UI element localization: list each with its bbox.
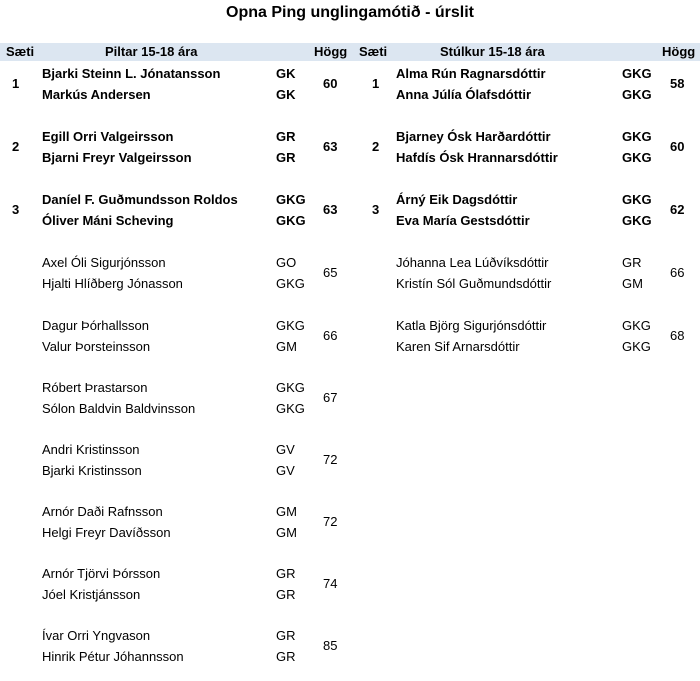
player-name: Róbert Þrastarson xyxy=(42,380,148,395)
team-rank: 1 xyxy=(12,76,20,91)
team-score: 72 xyxy=(323,452,338,467)
team-row xyxy=(0,64,700,106)
team-score: 58 xyxy=(670,76,685,91)
player-name: Anna Júlía Ólafsdóttir xyxy=(396,87,532,102)
player-name: Bjarki Kristinsson xyxy=(42,463,142,478)
team-rank: 2 xyxy=(12,139,20,154)
player-name: Axel Óli Sigurjónsson xyxy=(42,255,166,270)
player-club: GKG xyxy=(276,192,306,207)
team-rank: 3 xyxy=(12,202,20,217)
table-header xyxy=(0,43,700,61)
player-club: GK xyxy=(276,66,296,81)
team-score: 63 xyxy=(323,139,338,154)
header-place-left: Sæti xyxy=(6,44,35,59)
player-name: Alma Rún Ragnarsdóttir xyxy=(396,66,546,81)
player-club: GM xyxy=(622,276,643,291)
team-row xyxy=(0,253,700,295)
player-name: Eva María Gestsdóttir xyxy=(396,213,530,228)
player-club: GKG xyxy=(622,192,652,207)
team-score: 68 xyxy=(670,328,685,343)
team-rank: 3 xyxy=(372,202,380,217)
player-name: Hjalti Hlíðberg Jónasson xyxy=(42,276,183,291)
team-score: 72 xyxy=(323,514,338,529)
player-club: GM xyxy=(276,504,297,519)
player-name: Arnór Tjörvi Þórsson xyxy=(42,566,161,581)
team-row xyxy=(0,626,700,668)
player-name: Andri Kristinsson xyxy=(42,442,140,457)
team-row xyxy=(0,440,700,482)
team-rank: 2 xyxy=(372,139,380,154)
player-name: Katla Björg Sigurjónsdóttir xyxy=(396,318,547,333)
team-score: 74 xyxy=(323,576,338,591)
team-rank: 1 xyxy=(372,76,380,91)
player-club: GKG xyxy=(622,150,652,165)
player-name: Bjarney Ósk Harðardóttir xyxy=(396,129,551,144)
player-name: Kristín Sól Guðmundsdóttir xyxy=(396,276,552,291)
player-name: Ívar Orri Yngvason xyxy=(42,628,151,643)
player-name: Valur Þorsteinsson xyxy=(42,339,151,354)
team-row xyxy=(0,378,700,420)
header-score-right: Högg xyxy=(662,44,696,59)
player-name: Bjarni Freyr Valgeirsson xyxy=(42,150,192,165)
player-club: GR xyxy=(276,129,296,144)
player-club: GR xyxy=(276,587,296,602)
player-name: Hafdís Ósk Hrannarsdóttir xyxy=(396,150,558,165)
player-club: GKG xyxy=(622,213,652,228)
player-club: GR xyxy=(276,628,296,643)
player-name: Árný Eik Dagsdóttir xyxy=(396,192,518,207)
player-name: Sólon Baldvin Baldvinsson xyxy=(42,401,196,416)
header-group-girls: Stúlkur 15-18 ára xyxy=(440,44,545,59)
page-title: Opna Ping unglingamótið - úrslit xyxy=(226,4,474,21)
player-club: GR xyxy=(622,255,642,270)
player-club: GKG xyxy=(622,339,651,354)
player-club: GR xyxy=(276,150,296,165)
player-name: Egill Orri Valgeirsson xyxy=(42,129,174,144)
team-score: 66 xyxy=(323,328,338,343)
player-name: Daníel F. Guðmundsson Roldos xyxy=(42,192,238,207)
player-club: GM xyxy=(276,525,297,540)
player-club: GKG xyxy=(276,380,305,395)
player-club: GV xyxy=(276,463,295,478)
player-club: GR xyxy=(276,649,296,664)
player-name: Hinrik Pétur Jóhannsson xyxy=(42,649,184,664)
player-club: GKG xyxy=(276,276,305,291)
player-name: Karen Sif Arnarsdóttir xyxy=(396,339,520,354)
team-score: 63 xyxy=(323,202,338,217)
player-name: Jóel Kristjánsson xyxy=(42,587,141,602)
player-name: Jóhanna Lea Lúðvíksdóttir xyxy=(396,255,549,270)
header-place-right: Sæti xyxy=(359,44,388,59)
player-name: Dagur Þórhallsson xyxy=(42,318,149,333)
team-row xyxy=(0,316,700,358)
player-club: GO xyxy=(276,255,297,270)
team-row xyxy=(0,502,700,544)
team-score: 60 xyxy=(670,139,685,154)
player-name: Bjarki Steinn L. Jónatansson xyxy=(42,66,221,81)
team-row xyxy=(0,564,700,606)
player-name: Helgi Freyr Davíðsson xyxy=(42,525,171,540)
team-score: 62 xyxy=(670,202,685,217)
player-club: GKG xyxy=(622,129,652,144)
player-club: GKG xyxy=(276,213,306,228)
team-row xyxy=(0,127,700,169)
team-row xyxy=(0,190,700,232)
player-name: Markús Andersen xyxy=(42,87,151,102)
team-score: 85 xyxy=(323,638,338,653)
player-club: GV xyxy=(276,442,295,457)
header-group-boys: Piltar 15-18 ára xyxy=(105,44,198,59)
player-club: GKG xyxy=(622,87,652,102)
player-club: GKG xyxy=(276,401,305,416)
player-club: GKG xyxy=(276,318,305,333)
player-club: GR xyxy=(276,566,296,581)
player-club: GM xyxy=(276,339,297,354)
team-score: 60 xyxy=(323,76,338,91)
player-name: Arnór Daði Rafnsson xyxy=(42,504,163,519)
team-score: 66 xyxy=(670,265,685,280)
player-club: GKG xyxy=(622,318,651,333)
header-score-left: Högg xyxy=(314,44,348,59)
player-name: Óliver Máni Scheving xyxy=(42,213,174,228)
team-score: 67 xyxy=(323,390,338,405)
team-score: 65 xyxy=(323,265,338,280)
player-club: GK xyxy=(276,87,296,102)
player-club: GKG xyxy=(622,66,652,81)
